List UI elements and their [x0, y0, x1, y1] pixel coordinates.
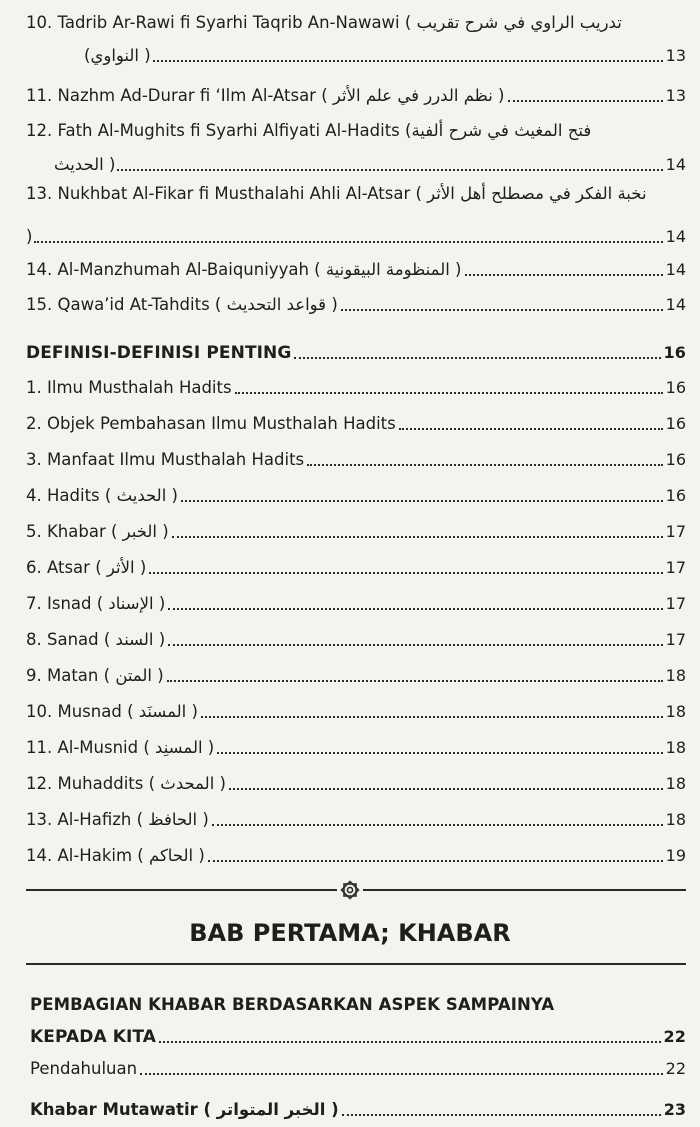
page-number: 18 — [665, 810, 686, 829]
star-ornament-icon — [337, 877, 363, 903]
toc-definisi-3: 3. Manfaat Ilmu Musthalah Hadits 16 — [26, 450, 686, 469]
toc-khabar-mutawatir: Khabar Mutawatir ( الخبر المتواتر ) 23 — [30, 1100, 686, 1119]
dot-leader — [399, 428, 663, 430]
dot-leader — [212, 824, 663, 826]
page-number: 13 — [665, 46, 686, 65]
dot-leader — [168, 644, 662, 646]
toc-definisi-13: 13. Al-Hafizh ( الحافظ ) 18 — [26, 810, 686, 829]
toc-definisi-14: 14. Al-Hakim ( الحاكم ) 19 — [26, 846, 686, 865]
dot-leader — [307, 464, 663, 466]
page-number: 22 — [663, 1027, 686, 1046]
chapter-title: BAB PERTAMA; KHABAR — [189, 919, 511, 947]
dot-leader — [117, 169, 662, 171]
page-number: 14 — [665, 227, 686, 246]
toc-entry-13-cont: ) 14 — [26, 227, 686, 246]
page-number: 14 — [665, 260, 686, 279]
page-number: 13 — [665, 86, 686, 105]
toc-section-pembagian-cont: KEPADA KITA 22 — [30, 1027, 686, 1047]
toc-entry-14: 14. Al-Manzhumah Al-Baiquniyyah ( المنظومة البيقونية ) 14 — [26, 260, 686, 279]
page-number: 17 — [665, 558, 686, 577]
dot-leader — [229, 788, 663, 790]
toc-section-definisi: DEFINISI-DEFINISI PENTING 16 — [26, 343, 686, 363]
page-number: 23 — [663, 1100, 686, 1119]
toc-section-pembagian: PEMBAGIAN KHABAR BERDASARKAN ASPEK SAMPAINYA — [30, 995, 555, 1014]
page-number: 14 — [665, 295, 686, 314]
toc-entry-13: 13. Nukhbat Al-Fikar fi Musthalahi Ahli Al-Atsar ( نخبة الفكر في مصطلح أهل الأثر — [26, 184, 647, 203]
page-number: 16 — [665, 486, 686, 505]
dot-leader — [159, 1041, 660, 1043]
page-number: 17 — [665, 630, 686, 649]
dot-leader — [208, 860, 663, 862]
toc-definisi-1: 1. Ilmu Musthalah Hadits 16 — [26, 378, 686, 397]
page-number: 17 — [665, 594, 686, 613]
page-number: 16 — [665, 378, 686, 397]
page-number: 18 — [665, 702, 686, 721]
page-number: 16 — [665, 414, 686, 433]
toc-entry-10: 10. Tadrib Ar-Rawi fi Syarhi Taqrib An-Nawawi ( تدريب الراوي في شرح تقريب — [26, 13, 622, 32]
dot-leader — [217, 752, 662, 754]
dot-leader — [140, 1073, 663, 1075]
page-number: 19 — [665, 846, 686, 865]
toc-definisi-7: 7. Isnad ( الإسناد ) 17 — [26, 594, 686, 613]
page-number: 18 — [665, 774, 686, 793]
chapter-bottom-rule — [26, 963, 686, 965]
toc-pendahuluan: Pendahuluan 22 — [30, 1059, 686, 1078]
toc-definisi-11: 11. Al-Musnid ( المسنِد ) 18 — [26, 738, 686, 757]
page-number: 16 — [665, 450, 686, 469]
toc-entry-11: 11. Nazhm Ad-Durar fi ‘Ilm Al-Atsar ( نظم الدرر في علم الأثر ) 13 — [26, 86, 686, 105]
toc-definisi-10: 10. Musnad ( المسنَد ) 18 — [26, 702, 686, 721]
dot-leader — [342, 1114, 661, 1116]
toc-entry-12: 12. Fath Al-Mughits fi Syarhi Alfiyati Al-Hadits (فتح المغيث في شرح ألفية — [26, 121, 592, 140]
page-number: 18 — [665, 666, 686, 685]
page-number: 18 — [665, 738, 686, 757]
page-number: 22 — [665, 1059, 686, 1078]
dot-leader — [294, 357, 660, 359]
toc-entry-12-cont: الحديث ) 14 — [54, 155, 686, 174]
dot-leader — [149, 572, 662, 574]
dot-leader — [153, 60, 663, 62]
toc-definisi-4: 4. Hadits ( الحديث ) 16 — [26, 486, 686, 505]
toc-definisi-9: 9. Matan ( المتن ) 18 — [26, 666, 686, 685]
toc-definisi-2: 2. Objek Pembahasan Ilmu Musthalah Hadits 16 — [26, 414, 686, 433]
toc-entry-15: 15. Qawa’id At-Tahdits ( قواعد التحديث ) 14 — [26, 295, 686, 314]
dot-leader — [201, 716, 663, 718]
dot-leader — [172, 536, 663, 538]
toc-definisi-12: 12. Muhaddits ( المحدث ) 18 — [26, 774, 686, 793]
dot-leader — [167, 680, 663, 682]
dot-leader — [508, 100, 663, 102]
dot-leader — [181, 500, 663, 502]
toc-entry-10-cont: (النواوي ) 13 — [84, 46, 686, 65]
toc-definisi-6: 6. Atsar ( الأثر ) 17 — [26, 558, 686, 577]
page-number: 16 — [663, 343, 686, 362]
dot-leader — [34, 241, 662, 243]
dot-leader — [341, 309, 663, 311]
dot-leader — [168, 608, 662, 610]
dot-leader — [465, 274, 663, 276]
toc-definisi-8: 8. Sanad ( السند ) 17 — [26, 630, 686, 649]
page-number: 14 — [665, 155, 686, 174]
dot-leader — [235, 392, 663, 394]
toc-definisi-5: 5. Khabar ( الخبر ) 17 — [26, 522, 686, 541]
page-number: 17 — [665, 522, 686, 541]
